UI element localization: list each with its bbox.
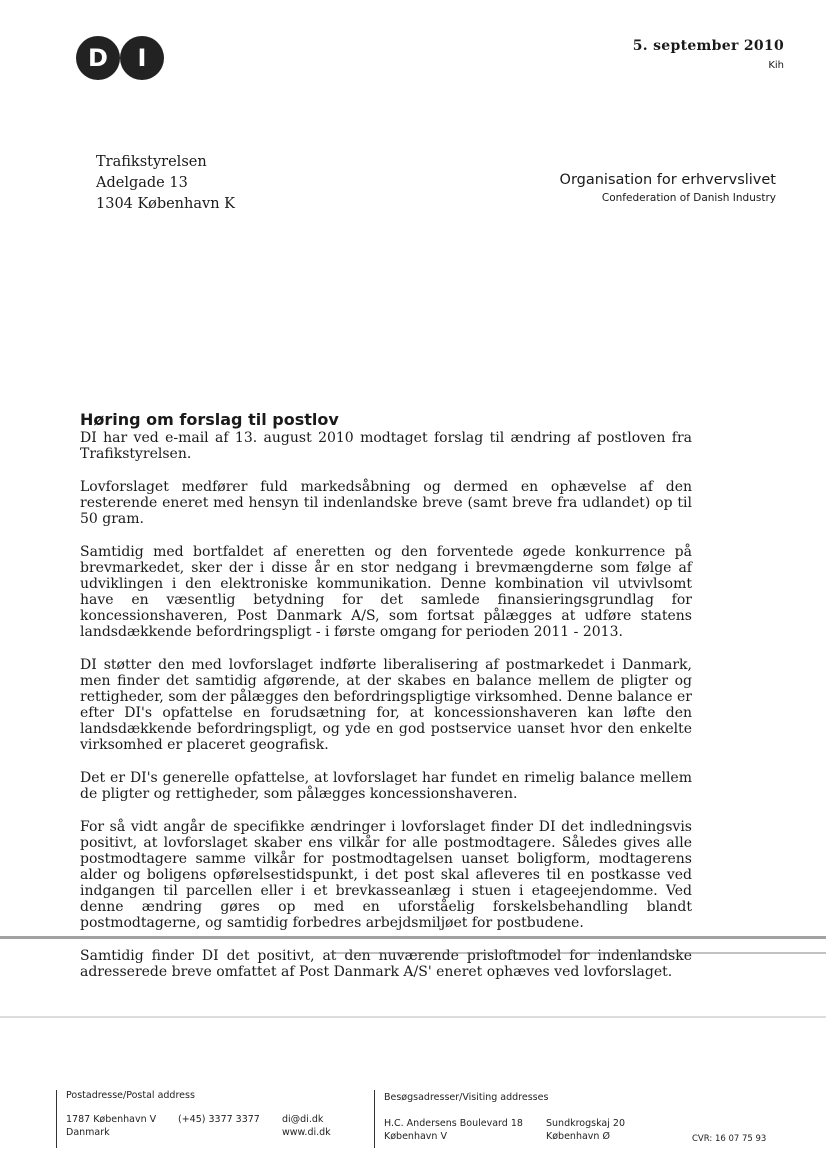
paragraph-1: DI har ved e-mail af 13. august 2010 modtaget forslag til ændring af postloven fra Trafikstyrelsen.: [80, 430, 692, 462]
cvr-number: CVR: 16 07 75 93: [692, 1134, 767, 1144]
postal-address-label: Postadresse/Postal address: [66, 1090, 195, 1101]
scan-streak: [0, 936, 826, 939]
recipient-address: [96, 152, 235, 215]
organisation-danish: Organisation for erhvervslivet: [559, 172, 776, 188]
organisation-english: Confederation of Danish Industry: [601, 192, 776, 204]
paragraph-2: Lovforslaget medfører fuld markedsåbning og dermed en ophævelse af den resterende eneret med hensyn til indenlandske breve (samt breve fra udlandet) op til 50 gram.: [80, 479, 692, 527]
letter-footer: [0, 1084, 826, 1169]
di-logo: [76, 36, 164, 80]
visit-address-2-street: Sundkrogskaj 20: [546, 1118, 625, 1129]
organisation-tagline: [560, 172, 776, 204]
footer-divider: [374, 1090, 375, 1148]
footer-divider: [56, 1090, 57, 1148]
letter-body: [80, 410, 692, 997]
letter-date: 5. september 2010: [632, 38, 784, 54]
logo-letter-d: D: [76, 36, 120, 80]
logo-letter-i: I: [120, 36, 164, 80]
recipient-name: Trafikstyrelsen: [96, 154, 207, 170]
visit-address-2-city: København Ø: [546, 1131, 610, 1142]
author-initials: Kih: [768, 60, 784, 71]
paragraph-7: Samtidig finder DI det positivt, at den nuværende prisloftmodel for indenlandske adresserede breve omfattet af Post Danmark A/S' eneret ophæves ved lovforslaget.: [80, 948, 692, 980]
paragraph-4: DI støtter den med lovforslaget indførte liberalisering af postmarkedet i Danmark, men finder det samtidig afgørende, at der skabes en balance mellem de pligter og rettigheder, som der pålægges den befordringspligtige virksomhed. Denne balance er efter DI's opfattelse en forudsætning for, at koncessionshaveren kan løfte den landsdækkende befordringspligt, og yde en god postservice uanset hvor den enkelte virksomhed er placeret geografisk.: [80, 657, 692, 753]
recipient-city: 1304 København K: [96, 196, 235, 212]
visit-address-1-street: H.C. Andersens Boulevard 18: [384, 1118, 523, 1129]
postal-address-line1: 1787 København V: [66, 1114, 157, 1125]
website-address: www.di.dk: [282, 1127, 331, 1138]
scan-streak: [0, 1016, 826, 1018]
visiting-address-label: Besøgsadresser/Visiting addresses: [384, 1092, 549, 1103]
paragraph-5: Det er DI's generelle opfattelse, at lovforslaget har fundet en rimelig balance mellem de pligter og rettigheder, som pålægges koncessionshaveren.: [80, 770, 692, 802]
scan-streak: [330, 952, 826, 954]
paragraph-3: Samtidig med bortfaldet af eneretten og den forventede øgede konkurrence på brevmarkedet, sker der i disse år en stor nedgang i brevmængderne som følge af udviklingen i den elektroniske kommunikation. Denne kombination vil utvivlsomt have en væsentlig betydning for det samlede finansieringsgrundlag for koncessionshaveren, Post Danmark A/S, som fortsat pålægges at udføre statens landsdækkende befordringspligt - i første omgang for perioden 2011 - 2013.: [80, 544, 692, 640]
paragraph-6: For så vidt angår de specifikke ændringer i lovforslaget finder DI det indledningsvis positivt, at lovforslaget skaber ens vilkår for alle postmodtagere. Således gives alle postmodtagere samme vilkår for postmodtagelsen uanset boligform, modtagerens alder og boligens opførelsestidspunkt, i det post skal afleveres til en postkasse ved indgangen til parcellen eller i et brevkasseanlæg i stuen i etageejendomme. Ved denne ændring gøres op med en uforståelig forskelsbehandling blandt postmodtagerne, og samtidig forbedres arbejdsmiljøet for postbudene.: [80, 819, 692, 931]
recipient-street: Adelgade 13: [96, 175, 188, 191]
letter-heading: Høring om forslag til postlov: [80, 410, 339, 429]
date-block: [633, 38, 784, 71]
postal-address-country: Danmark: [66, 1127, 110, 1138]
visit-address-1-city: København V: [384, 1131, 447, 1142]
email-address: di@di.dk: [282, 1114, 324, 1125]
phone-number: (+45) 3377 3377: [178, 1114, 260, 1125]
